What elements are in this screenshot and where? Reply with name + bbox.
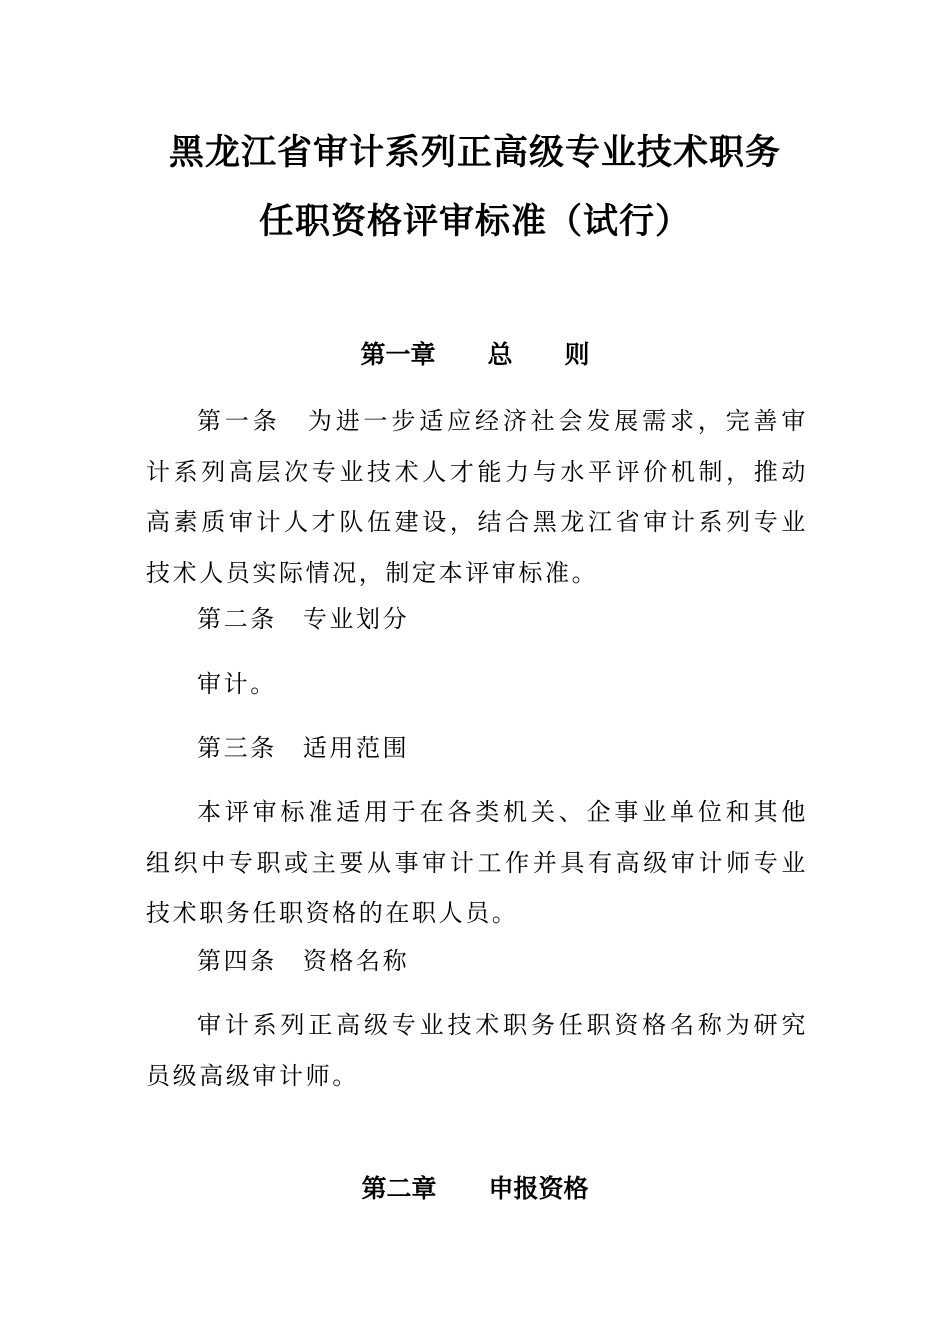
article-2-label: 第二条 [197, 605, 277, 633]
article-1-text: 为进一步适应经济社会发展需求，完善审计系列高层次专业技术人才能力与水平评价机制，推动高素质审计人才队伍建设，结合黑龙江省审计系列专业技术人员实际情况，制定本评审标准。 [146, 407, 808, 587]
article-3-label: 第三条 [197, 734, 277, 762]
article-3-body: 本评审标准适用于在各类机关、企事业单位和其他组织中专职或主要从事审计工作并具有高级审计师专业技术职务任职资格的在职人员。 [146, 798, 808, 927]
article-4-title: 资格名称 [302, 947, 410, 975]
chapter-1-heading [0, 340, 950, 370]
chapter-2-heading [0, 1174, 950, 1204]
chapter-1-name-part-1: 总 [487, 340, 513, 369]
article-1-label: 第一条 [197, 407, 281, 435]
article-2-title: 专业划分 [302, 605, 410, 633]
article-4-heading [197, 944, 409, 978]
article-1-paragraph [146, 396, 808, 598]
article-3-heading [197, 731, 409, 765]
chapter-1-name-part-2: 则 [564, 340, 590, 369]
article-3-title: 适用范围 [302, 734, 410, 762]
document-title-line-1: 黑龙江省审计系列正高级专业技术职务 [168, 133, 781, 173]
article-4-body: 审计系列正高级专业技术职务任职资格名称为研究员级高级审计师。 [146, 1011, 808, 1090]
chapter-2-number: 第二章 [361, 1174, 437, 1203]
article-4-label: 第四条 [197, 947, 277, 975]
chapter-2-name: 申报资格 [488, 1174, 589, 1203]
chapter-1-number: 第一章 [360, 340, 436, 369]
document-title-line-2: 任职资格评审标准（试行） [258, 202, 691, 242]
article-2-heading [197, 602, 409, 636]
article-2-body: 审计。 [197, 670, 277, 698]
